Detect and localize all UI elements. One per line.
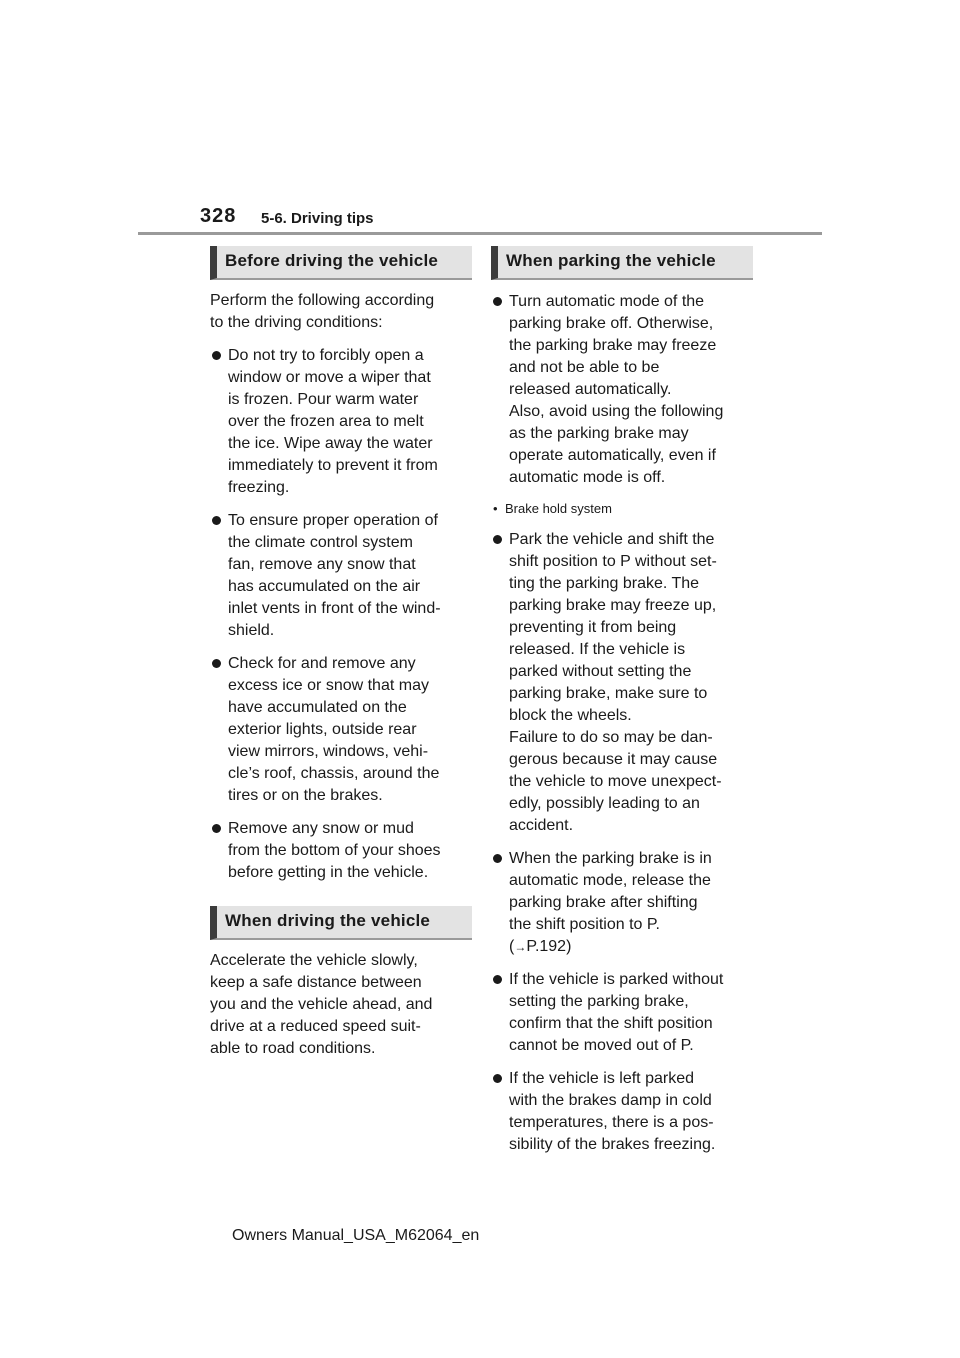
sub-list-item xyxy=(491,500,753,518)
list-item-text: If the vehicle is left parked with the brakes damp in cold temperatures, there is a pos- sibility of the brakes freezing. xyxy=(509,1070,716,1153)
bullet-icon xyxy=(212,351,221,360)
list-item-text: Turn automatic mode of the parking brake off. Otherwise, the parking brake may freeze and not be able to be released automatically. Also, avoid using the following as the parking brake may operate automatically, even if automatic mode is off. xyxy=(509,293,724,486)
footer-manual-id: Owners Manual_USA_M62064_en xyxy=(232,1227,480,1244)
list-item xyxy=(210,653,472,807)
heading-when-parking: When parking the vehicle xyxy=(491,246,753,280)
list-item xyxy=(210,818,472,884)
before-driving-intro: Perform the following according to the driving conditions: xyxy=(210,292,435,331)
arrow-right-icon: → xyxy=(514,940,527,954)
header-divider xyxy=(138,232,822,235)
list-item-text: Remove any snow or mud from the bottom of your shoes before getting in the vehicle. xyxy=(228,820,441,881)
list-item xyxy=(210,345,472,499)
bullet-icon xyxy=(212,516,221,525)
page-header xyxy=(200,205,822,235)
right-column xyxy=(491,246,753,1156)
list-item-text: Do not try to forcibly open a window or move a wiper that is frozen. Pour warm water over the frozen area to melt the ice. Wipe away the water immediately to prevent it from freezing. xyxy=(228,347,438,496)
list-item xyxy=(491,969,753,1057)
when-driving-text: Accelerate the vehicle slowly, keep a safe distance between you and the vehicle ahead, and drive at a reduced speed suit- able to road conditions. xyxy=(210,952,433,1057)
bullet-icon xyxy=(493,297,502,306)
list-item-text: If the vehicle is parked without setting the parking brake, confirm that the shift position cannot be moved out of P. xyxy=(509,971,724,1054)
bullet-icon xyxy=(493,975,502,984)
list-item xyxy=(491,848,753,958)
bullet-icon xyxy=(493,1074,502,1083)
left-column xyxy=(210,246,472,1060)
list-item-text: When the parking brake is in automatic mode, release the parking brake after shifting the shift position to P. xyxy=(509,850,712,933)
sub-bullet-icon: • xyxy=(493,501,498,516)
list-item xyxy=(491,291,753,489)
reference-open: ( xyxy=(509,938,515,955)
bullet-icon xyxy=(493,854,502,863)
heading-before-driving: Before driving the vehicle xyxy=(210,246,472,280)
bullet-icon xyxy=(212,659,221,668)
section-title: 5-6. Driving tips xyxy=(261,210,374,227)
list-item-text: Check for and remove any excess ice or snow that may have accumulated on the exterior lights, outside rear view mirrors, windows, vehi- cle’s roof, chassis, around the tires or on the brakes. xyxy=(228,655,440,804)
page-reference[interactable] xyxy=(509,938,571,955)
reference-page: P.192) xyxy=(526,938,572,955)
list-item xyxy=(491,1068,753,1156)
heading-when-driving: When driving the vehicle xyxy=(210,906,472,940)
list-item xyxy=(491,529,753,837)
page-number: 328 xyxy=(200,205,237,227)
list-item-text: Park the vehicle and shift the shift position to P without set- ting the parking brake. The parking brake may freeze up, preventing it from being released. If the vehicle is parked without setting the parking brake, make sure to block the wheels. Failure to do so may be dan- gerous because it may cause the vehicle to move unexpect- edly, possibly leading to an accident. xyxy=(509,531,722,834)
sub-list-item-text: Brake hold system xyxy=(505,501,612,516)
list-item xyxy=(210,510,472,642)
bullet-icon xyxy=(212,824,221,833)
list-item-text: To ensure proper operation of the climate control system fan, remove any snow that has accumulated on the air inlet vents in front of the wind- shield. xyxy=(228,512,441,639)
bullet-icon xyxy=(493,535,502,544)
